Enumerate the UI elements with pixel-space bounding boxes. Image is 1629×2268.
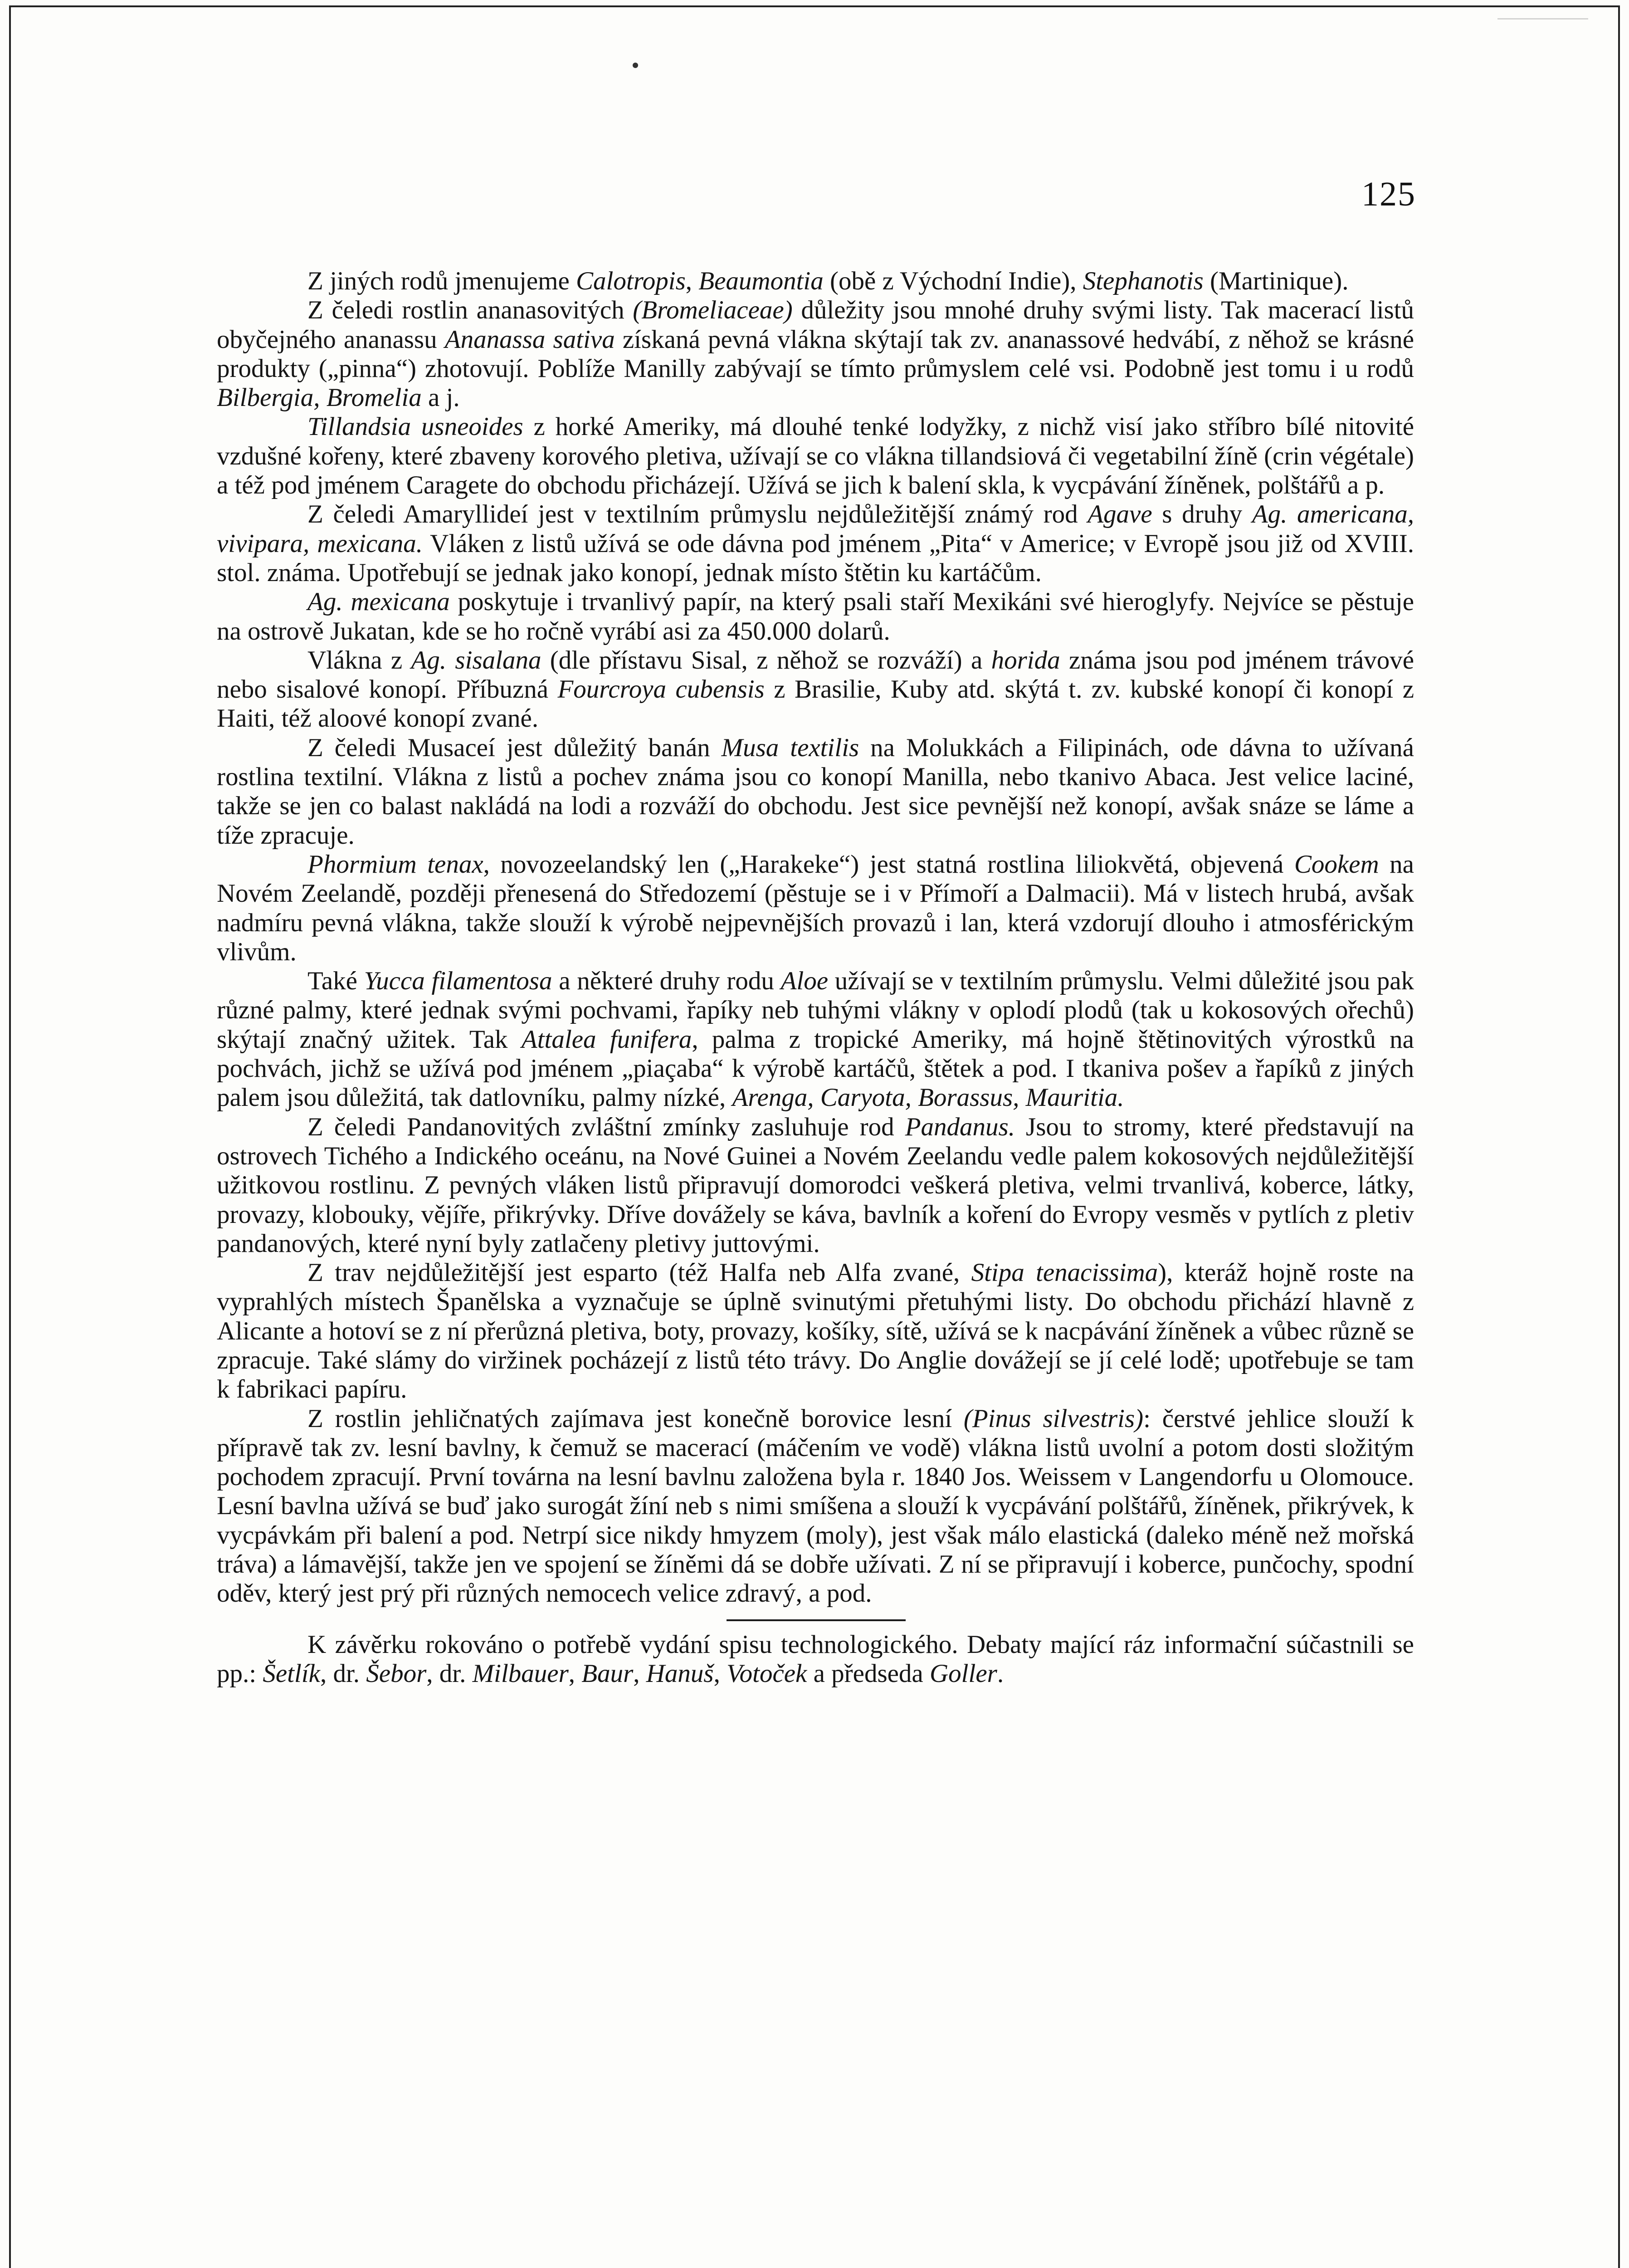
paragraph: [217, 296, 1414, 412]
italic-term: Fourcroya cubensis: [557, 675, 765, 704]
italic-term: Beaumontia: [698, 267, 824, 295]
text-run: (dle přístavu Sisal, z něhož se rozváží) a: [541, 645, 991, 675]
text-run: Vlákna z: [307, 645, 411, 675]
text-run: ,: [713, 1659, 727, 1688]
italic-term: Šebor: [366, 1659, 427, 1688]
italic-term: Ag. mexicana: [307, 587, 450, 616]
italic-term: Pandanus.: [905, 1112, 1015, 1141]
scan-corner-mark: [1497, 18, 1588, 38]
italic-term: Ag. sisalana: [411, 645, 541, 675]
text-run: Z trav nejdůležitější jest esparto (též Halfa neb Alfa zvané,: [307, 1258, 971, 1287]
text-run: , palma z tropické Ameriky, má hojně štětinovitých výrostků na pochvách, jichž se užívá pod jménem „piaçaba“ k výrobě kartáčů, štětek a pod. I tkaniva pošev a řapíků z jiných palem jsou důležitá, tak datlovníku, palmy nízké,: [217, 1025, 1414, 1112]
text-run: užívají se v textilním průmyslu. Velmi důležité jsou pak různé palmy, které jednak svými pochvami, řapíky neb tuhými vlákny v oplodí plodů (tak u kokosových ořechů) skýtají značný užitek. Tak: [217, 967, 1414, 1054]
paragraph: [217, 587, 1414, 646]
italic-term: Agave: [1088, 500, 1152, 529]
paragraph: [217, 646, 1414, 733]
text-run: ), kteráž hojně roste na vyprahlých místech Španělska a vyznačuje se úplně svinutými přetuhými listy. Do obchodu přichází hlavně z Alicante a hotoví se z ní přerůzná pletiva, boty, provazy, košíky, sítě, užívá se k nacpávání žíněnek a vůbec různě se zpracuje. Také slámy do viržinek pocházejí z listů této trávy. Do Anglie dovážejí se jí celé lodě; upotřebuje se tam k fabrikaci papíru.: [217, 1258, 1414, 1404]
italic-term: Votoček: [727, 1659, 807, 1688]
text-run: na Novém Zeelandě, později přenesená do Středozemí (pěstuje se i v Přímoří a Dalmacii). Má v listech hrubá, avšak nadmíru pevná vlákna, takže slouží k výrobě nejpevnějších provazů i lan, která vzdorují dlouho i atmosférickým vlivům.: [217, 850, 1414, 966]
italic-term: Arenga, Caryota, Borassus, Mauritia.: [732, 1083, 1124, 1112]
italic-term: horida: [991, 645, 1060, 675]
italic-term: Milbauer: [472, 1659, 569, 1688]
text-run: a předseda: [807, 1659, 930, 1688]
text-run: Z jiných rodů jmenujeme: [307, 267, 576, 295]
text-run: , dr.: [426, 1659, 473, 1688]
text-run: Z rostlin jehličnatých zajímava jest konečně borovice lesní: [307, 1404, 964, 1433]
text-run: , novozeelandský len („Harakeke“) jest statná rostlina liliokvětá, objevená: [483, 850, 1294, 879]
italic-term: Musa textilis: [721, 733, 859, 762]
italic-term: Baur: [581, 1659, 634, 1688]
italic-term: Bilbergia, Bromelia: [217, 383, 422, 412]
text-run: Také: [307, 967, 364, 996]
paragraph: [217, 1404, 1414, 1608]
italic-term: Ananassa sativa: [444, 325, 615, 354]
italic-term: Ag. americana, vivipara, mexicana.: [217, 500, 1414, 558]
page-number: 125: [1361, 175, 1416, 213]
italic-term: (Pinus silvestris): [963, 1404, 1144, 1433]
text-run: Z čeledi rostlin ananasovitých: [307, 296, 633, 325]
text-run: známa jsou pod jménem trávové nebo sisalové konopí. Příbuzná: [217, 645, 1414, 704]
text-run: ,: [568, 1659, 582, 1688]
text-run: ,: [633, 1659, 646, 1688]
text-run: : čerstvé jehlice slouží k přípravě tak zv. lesní bavlny, k čemuž se macerací (máčením ve vodě) vlákna listů uvolní a potom dosti složitým pochodem zpracují. První továrna na lesní bavlnu založena byla r. 1840 Jos. Weissem v Langendorfu u Olomouce. Lesní bavlna užívá se buď jako surogát žíní neb s nimi smíšena a slouží k vycpávání polštářů, žíněnek, přikrývek, k vycpávkám při balení a pod. Netrpí sice nikdy hmyzem (moly), jest však málo elastická (daleko méně než mořská tráva) a lámavější, takže jen ve spojení se žíněmi dá se dobře užívati. Z ní se připravují i koberce, punčochy, spodní oděv, který jest prý při různých nemocech velice zdravý, a pod.: [217, 1404, 1414, 1608]
text-run: , dr.: [320, 1659, 366, 1688]
paragraph: [217, 967, 1414, 1112]
text-run: K závěrku rokováno o potřebě vydání spisu technologického. Debaty mající ráz informační súčastnili se pp.:: [217, 1630, 1414, 1688]
page-border-right: [1618, 5, 1620, 2268]
italic-term: Tillandsia usneoides: [307, 412, 523, 441]
italic-term: Cookem: [1294, 850, 1379, 879]
italic-term: Stipa tenacissima: [971, 1258, 1158, 1287]
italic-term: Goller: [929, 1659, 997, 1688]
paragraph: [217, 733, 1414, 850]
paragraph: [217, 1113, 1414, 1258]
text-run: z horké Ameriky, má dlouhé tenké lodyžky, z nichž visí jako stříbro bílé nitovité vzdušné kořeny, které zbaveny korového pletiva, užívají se co vlákna tillandsiová či vegetabilní žíně (crin végétale) a též pod jménem Caragete do obchodu přicházejí. Užívá se jich k balení skla, k vycpávání žíněnek, polštářů a p.: [217, 412, 1414, 500]
italic-term: Stephanotis: [1083, 267, 1204, 295]
italic-term: Šetlík: [263, 1659, 320, 1688]
text-run: důležity jsou mnohé druhy svými listy. Tak macerací listů obyčejného ananassu: [217, 296, 1414, 354]
section-separator: [727, 1619, 906, 1621]
text-run: s druhy: [1152, 500, 1252, 529]
body-text: [217, 267, 1414, 1688]
paragraph: [217, 500, 1414, 587]
italic-term: Phormium tenax: [307, 850, 483, 879]
italic-term: (Bromeliaceae): [633, 296, 793, 325]
paragraph: [217, 267, 1414, 296]
text-run: ,: [685, 267, 699, 295]
text-run: z Brasilie, Kuby atd. skýtá t. zv. kubské konopí či konopí z Haiti, též aloové konopí zvané.: [217, 675, 1414, 733]
text-run: Z čeledi Pandanovitých zvláštní zmínky zasluhuje rod: [307, 1112, 905, 1141]
text-run: a j.: [421, 383, 460, 412]
italic-term: Aloe: [780, 967, 829, 996]
closing-paragraph: [217, 1630, 1414, 1689]
page-border-top: [9, 5, 1620, 7]
page-border-left: [9, 5, 11, 2268]
text-run: poskytuje i trvanlivý papír, na který psali staří Mexikáni své hieroglyfy. Nejvíce se pěstuje na ostrově Jukatan, kde se ho ročně vyrábí asi za 450.000 dolarů.: [217, 587, 1414, 645]
paragraph: [217, 412, 1414, 500]
paragraph: [217, 850, 1414, 967]
text-run: (Martinique).: [1203, 267, 1349, 295]
text-run: získaná pevná vlákna skýtají tak zv. ananassové hedvábí, z něhož se krásné produkty („pinna“) zhotovují. Poblíže Manilly zabývají se tímto průmyslem celé vsi. Podobně jest tomu i u rodů: [217, 325, 1414, 383]
italic-term: Hanuš: [646, 1659, 714, 1688]
italic-term: Calotropis: [576, 267, 686, 295]
text-run: (obě z Východní Indie),: [823, 267, 1083, 295]
text-run: Z čeledi Musaceí jest důležitý banán: [307, 733, 722, 762]
text-run: Z čeledi Amaryllideí jest v textilním průmyslu nejdůležitější známý rod: [307, 500, 1088, 529]
italic-term: Yucca filamentosa: [364, 967, 552, 996]
print-dot: [633, 63, 638, 68]
paragraph-list: [217, 267, 1414, 1608]
text-run: Jsou to stromy, které představují na ostrovech Tichého a Indického oceánu, na Nové Guinei a Novém Zeelandu vedle palem kokosových nejdůležitější užitkovou rostlinu. Z pevných vláken listů připravují domorodci veškerá pletiva, velmi trvanlivá, koberce, látky, provazy, klobouky, vějíře, přikrývky. Dříve dovážely se káva, bavlník a koření do Evropy vesměs v pytlích z pletiv pandanových, které nyní byly zatlačeny pletivy juttovými.: [217, 1112, 1414, 1258]
text-run: .: [997, 1659, 1004, 1688]
paragraph: [217, 1258, 1414, 1404]
text-run: Vláken z listů užívá se ode dávna pod jménem „Pita“ v Americe; v Evropě jsou již od XVIII. stol. známa. Upotřebují se jednak jako konopí, jednak místo štětin ku kartáčům.: [217, 529, 1414, 587]
text-run: na Molukkách a Filipinách, ode dávna to užívaná rostlina textilní. Vlákna z listů a pochev známa jsou co konopí Manilla, nebo tkanivo Abaca. Jest velice laciné, takže se jen co balast nakládá na lodi a rozváží do obchodu. Jest sice pevnější než konopí, avšak snáze se láme a tíže zpracuje.: [217, 733, 1414, 850]
italic-term: Attalea funifera: [521, 1025, 692, 1054]
text-run: a některé druhy rodu: [552, 967, 781, 996]
